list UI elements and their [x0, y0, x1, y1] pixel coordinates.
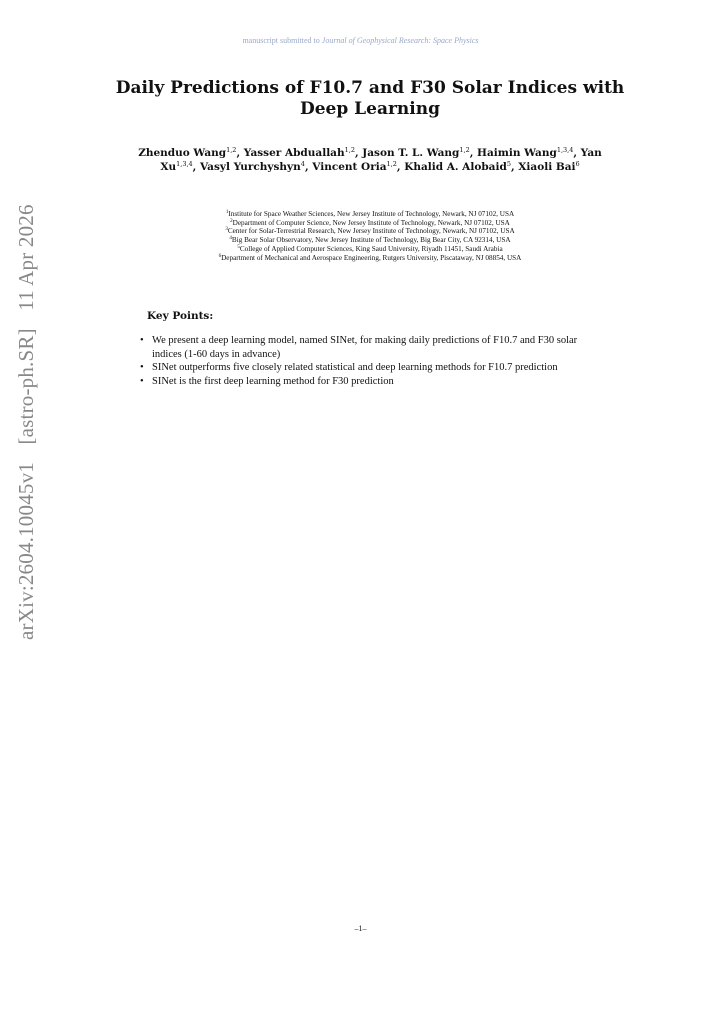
author-separator: , — [573, 147, 581, 159]
key-points-heading: Key Points: — [147, 310, 214, 322]
affiliation — [80, 254, 660, 263]
author-affiliation-marker: 1,2 — [459, 146, 470, 154]
affiliation-text: Big Bear Solar Observatory, New Jersey Institute of Technology, Big Bear City, CA 92314, USA — [231, 236, 511, 245]
author-name: Khalid A. Alobaid — [404, 161, 507, 173]
author-affiliation-marker: 1,2 — [386, 160, 397, 168]
author-name: Haimin Wang — [477, 147, 557, 159]
affiliation — [80, 210, 660, 219]
arxiv-date: 11 Apr 2026 — [14, 204, 38, 311]
arxiv-stamp — [14, 192, 39, 640]
affiliation-text: Department of Mechanical and Aerospace Engineering, Rutgers University, Piscataway, NJ 08854, USA — [221, 253, 522, 262]
author — [362, 147, 477, 159]
author-separator: , — [469, 147, 478, 159]
author-separator: , — [304, 161, 313, 173]
author-name: Yasser Abduallah — [243, 147, 345, 159]
affiliation-text: Center for Solar-Terrestrial Research, New Jersey Institute of Technology, Newark, NJ 07102, USA — [227, 227, 515, 236]
author-affiliation-marker: 1,2 — [226, 146, 237, 154]
author — [518, 161, 579, 173]
author — [404, 161, 518, 173]
affiliation-list — [80, 210, 660, 262]
affiliation-text: Department of Computer Science, New Jersey Institute of Technology, Newark, NJ 07102, USA — [232, 218, 510, 227]
affiliation — [80, 236, 660, 245]
author-name: Jason T. L. Wang — [362, 147, 460, 159]
journal-name: Journal of Geophysical Research: Space Physics — [321, 36, 479, 45]
page-number: –1– — [354, 924, 367, 933]
author-affiliation-marker: 1,3,4 — [176, 160, 193, 168]
affiliation-number: 1 — [225, 210, 229, 215]
affiliation-number: 5 — [237, 244, 240, 250]
author-name: Vasyl Yurchyshyn — [199, 161, 301, 173]
affiliation — [80, 219, 660, 228]
header-prefix: manuscript submitted to — [242, 36, 320, 45]
affiliation-number: 3 — [225, 227, 228, 233]
author — [244, 147, 363, 159]
author — [138, 147, 244, 159]
author-name: Yan Xu — [160, 147, 602, 173]
author-affiliation-marker: 6 — [575, 160, 580, 168]
key-point-item: • SINet is the first deep learning method for F30 prediction — [139, 375, 589, 389]
author-name: Xiaoli Bai — [518, 161, 576, 173]
affiliation-number: 4 — [229, 236, 232, 242]
affiliation-text: College of Applied Computer Sciences, King Saud University, Riyadh 11451, Saudi Arabia — [239, 244, 503, 253]
key-point-item: • We present a deep learning model, named SINet, for making daily predictions of F10.7 and F30 solar indices (1-60 days in advance) — [139, 334, 589, 361]
affiliation-number: 2 — [230, 218, 233, 224]
affiliation — [80, 245, 660, 254]
arxiv-category: [astro-ph.SR] — [14, 328, 38, 445]
author — [477, 147, 581, 159]
author-separator: , — [396, 161, 405, 173]
affiliation — [80, 227, 660, 236]
author-affiliation-marker: 5 — [506, 160, 511, 168]
author-separator: , — [510, 161, 519, 173]
affiliation-text: Institute for Space Weather Sciences, New Jersey Institute of Technology, Newark, NJ 07102, USA — [228, 210, 515, 218]
key-points-list — [139, 334, 589, 389]
author-list — [120, 146, 620, 174]
author-affiliation-marker: 1,2 — [344, 146, 355, 154]
affiliation-number: 6 — [218, 253, 222, 259]
paper-title: Daily Predictions of F10.7 and F30 Solar Indices with Deep Learning — [115, 78, 625, 119]
author — [200, 161, 312, 173]
author-name: Vincent Oria — [312, 161, 387, 173]
author-name: Zhenduo Wang — [138, 147, 227, 159]
key-point-item: • SINet outperforms five closely related statistical and deep learning methods for F10.7 prediction — [139, 361, 589, 375]
author-separator: , — [354, 147, 363, 159]
author-separator: , — [192, 161, 200, 173]
arxiv-id: arXiv:2604.10045v1 — [14, 462, 38, 640]
author-affiliation-marker: 1,3,4 — [556, 146, 574, 154]
author-separator: , — [236, 147, 244, 159]
author — [312, 161, 404, 173]
manuscript-header — [0, 36, 721, 45]
author-affiliation-marker: 4 — [300, 160, 305, 168]
